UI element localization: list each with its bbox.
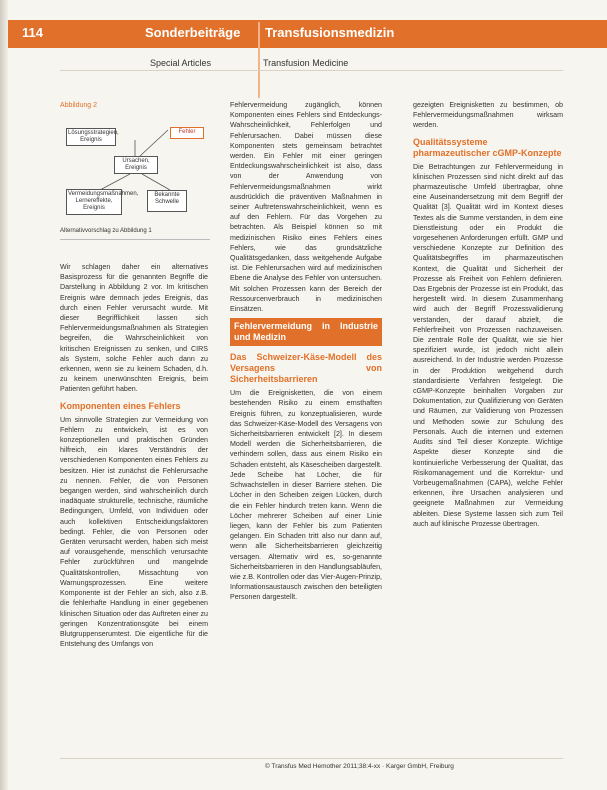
col3-heading: Qualitätssysteme pharmazeutischer cGMP-Konzepte [413,136,562,158]
figure-node-strategies: Lösungsstrategien, Ereignis [66,128,116,146]
col3-body2: Die Betrachtungen zur Fehlervermeidung in klinischen Prozessen sind nicht direkt auf das pharmazeutische Umfeld übertragbar, ohne eine Auseinandersetzung mit dem Begriff der Qualität [3]. Qualität wird im Kontext dieses Textes als die Summe verstanden, in dem eine Dienstleistung oder ein Produkt die vorgesehenen Anforderungen erfüllt. GMP und verschiedene Konzepte zur Definition des Qualitätsbegriffes im pharmazeutischen Kontext, die Qualität und Sicherheit der Prozesse als Freiheit von Fehlern definieren. Das Ergebnis der Prozesse ist ein Produkt, das hergestellt wird. In diesem Zusammenhang wird auch der Begriff Prozessvalidierung verstanden, der darauf abzielt, die Fehlerfreiheit von Prozessen nachzuweisen. Die zentrale Rolle der Qualität, wie sie hier spezifiziert wurde, ist jedoch nicht allein ausreichend. In der Industrie werden Prozesse in der Produktion weitgehend durch standardisierte Verfahren festgelegt. Die cGMP-Konzepte beinhalten Vorgaben zur Dokumentation, zur Qualifizierung von Geräten und Räumen, zur Validierung von Prozessen und Methoden sowie zur Schulung des Personals. Auch die internen und externen Audits sind Teil dieser Konzepte. Wichtige Aspekte dieser Konzepte sind die kontinuierliche Verbesserung der Qualität, das Risikomanagement und die Korrektur- und Vorbeugemaßnahmen (CAPA), welche Fehler erkennen, ihre Ursachen analysieren und geeignete Maßnahmen zur Vermeidung ableiten. Diese Systeme lassen sich zum Teil auch auf klinische Prozesse übertragen. [413,162,563,528]
figure-node-causes: Ursachen, Ereignis [114,156,158,174]
column-2 [230,100,382,603]
col1-intro: Wir schlagen daher ein alternatives Basisprozess für die genannten Begriffe die Darstellung in Abbildung 2 vor. Im kritischen Ereignis wäre demnach jedes Ereignis, das durch einen Fehler verursacht wurde. Mit dieser Begrifflichkeit lassen sich Fehlervermeidungsmaßnahmen als Strategien begreifen, die Wahrscheinlichkeit von kritischen Ereignissen zu senken, und CIRS als System, solche Fehler auch dann zu erkennen, wenn sie zu keinem Schaden, d.h. zu keinem unerwünschten Ereignis, beim Patienten geführt haben. [60,263,208,394]
figure-node-threshold: Bekannte Schwelle [147,190,187,212]
page-number: 114 [22,25,43,40]
section-title-en: Special Articles [150,58,212,68]
topic-title: Transfusionsmedizin [265,25,395,40]
section-title: Sonderbeiträge [145,25,241,40]
footer-rule [60,758,563,759]
figure-title: Abbildung 2 [60,102,97,109]
figure-caption: Alternativvorschlag zu Abbildung 1 [60,228,152,234]
topic-title-en: Transfusion Medicine [263,58,349,68]
col1-body: Um sinnvolle Strategien zur Vermeidung von Fehlern zu entwickeln, ist es von konzeptionellen und praktischen Gründen hilfreich, ein klares Verständnis der verschiedenen Komponenten eines Fehlers zu besitzen. Hier ist zunächst die Fehlerursache zu nennen. Fehler, die von Personen begangen werden, sind wahrscheinlich durch inadäquate strukturelle, technische, räumliche Bedingungen, Umfeld, von Individuen oder auch kollektiven Entscheidungsfaktoren bedingt. Fehler, die von Personen oder Geräten verursacht werden, haben sich meist auf vorausgehende, menschlich verursachte Fehler zurückführen und mangelnde Qualitätskontrollen, Missachtung von Warnungsprozessen. Eine weitere Komponente ist der Fehler an sich, also z.B. die fehlerhafte Handlung in einer gegebenen klinischen Situation oder das Auftreten einer zu geringen Konzentrationsgüte bei einem Blutgruppenserumtest. Die eigentliche für die Entstehung des Umfangs von [60,415,208,649]
col2-box-heading: Fehlervermeidung in Industrie und Medizin [230,318,382,346]
column-3 [413,100,563,529]
col2-body1: Fehlervermeidung zugänglich, können Komponenten eines Fehlers sind Entdeckungs-Wahrscheinlichkeit, Fehlerfolgen und Fehlerursachen. Dabei müssen diese Komponenten stets gemeinsam betrachtet werden. Ein Fehler mit einer geringen Entdeckungswahrscheinlichkeit ist also, dass von der Anwendung von Fehlervermeidungsmaßnahmen wirkt ausdrücklich die präventiven Maßnahmen in seiner Auftretenswahrscheinlichkeit, wenn es auf den Fehlern. Für das Vorgehen zu betrachten. Als Beispiel können so mit medizinischen Risiko eines Fehlers eines Fehlers, wie das grundsätzliche Qualitätsgedanken, dass weitgehende Aufgabe ist. Die Fehlerursachen wird auf medizinischen Ebene die Analyse des Fehler von untersuchen. Mit solchen Prozessen kann der Bereich der Ressourcenverbrauch in medizinischen Einsätzen. [230,101,382,314]
column-1 [60,262,208,649]
figure-node-measures: Vermeidungsmaßnahmen, Lernereffekte, Ereignis [66,189,122,215]
col2-body2: Um die Ereignisketten, die von einem bestehenden Risiko zu einem ernsthaften Ereignis führen, zu konzeptualisieren, wurde das Schweizer-Käse-Modell des Versagens von Sicherheitsbarrieren entwickelt [2]. In diesem Modell werden die Sicherheitsbarrieren, die verhindern sollen, dass aus einem Risiko ein Schaden entsteht, als Käsescheiben dargestellt. Jede Scheibe hat Löcher, die für Schwachstellen in dieser Barriere stehen. Die Löcher in den Scheiben zeigen Lücken, durch die ein Fehler hindurch treten kann. Wenn die Löcher mehrerer Scheiben auf einer Linie liegen, kann der Fehler bis zum Patienten gelangen. Ein Schaden tritt also nur dann auf, wenn alle Sicherheitsbarrieren gleichzeitig versagen. Alternativ wird es, so-genannte Sicherheitsbarrieren in den Handlungsabläufen, wie z.B. Kontrollen oder das Vier-Augen-Prinzip, Informationsaustausch zwischen den beteiligten Personen dargestellt. [230,389,382,602]
col1-heading: Komponenten eines Fehlers [60,400,181,411]
figure-rule [60,239,210,240]
figure-node-error: Fehler [170,127,204,139]
col3-body1: gezeigten Ereignisketten zu bestimmen, ob Fehlervermeidungsmaßnahmen wirksam werden. [413,101,563,130]
col2-heading: Das Schweizer-Käse-Modell des Versagens von Sicherheitsbarrieren [230,352,382,385]
header-divider [258,22,260,98]
footer-text: © Transfus Med Hemother 2011;38:4-xx · Karger GmbH, Freiburg [265,763,454,770]
header-rule [60,70,563,71]
page-edge-shadow [0,0,8,790]
